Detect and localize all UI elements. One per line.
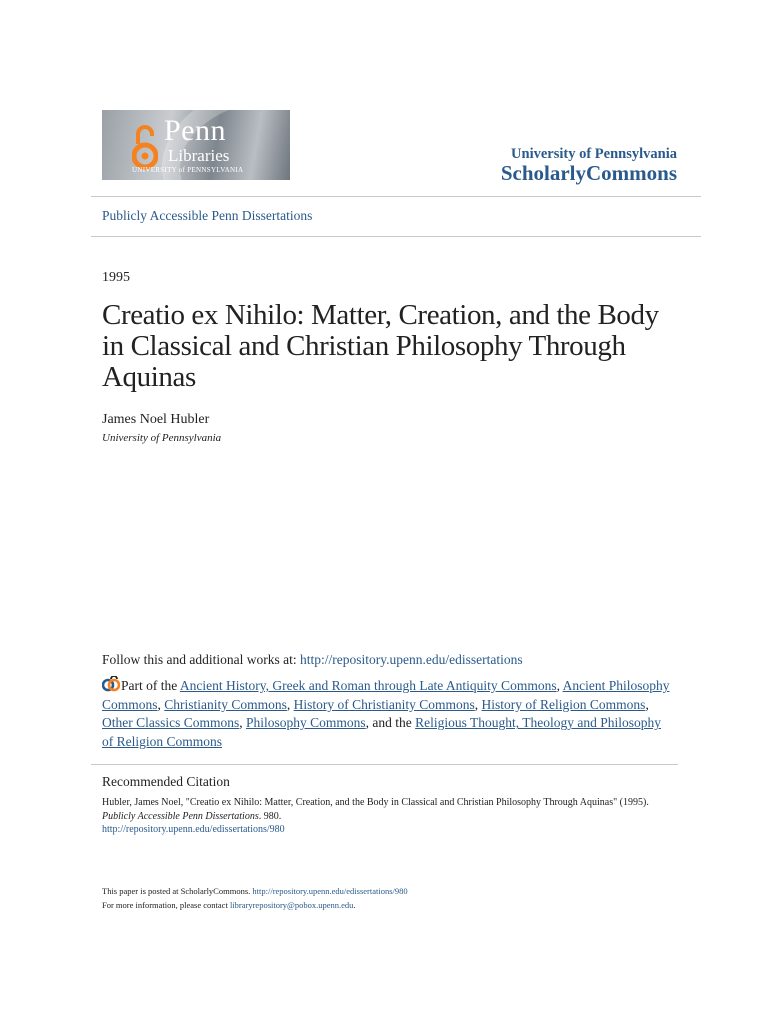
follow-line bbox=[102, 652, 523, 668]
contact-suffix: . bbox=[353, 899, 356, 910]
author-affiliation: University of Pennsylvania bbox=[102, 432, 222, 444]
separator: , bbox=[157, 696, 165, 712]
penn-libraries-logo[interactable] bbox=[102, 110, 290, 180]
and-the-text: , and the bbox=[365, 715, 416, 731]
separator: , bbox=[239, 715, 246, 731]
citation-series: Publicly Accessible Penn Dissertations bbox=[102, 810, 259, 822]
open-access-lock-icon bbox=[132, 122, 158, 172]
contact-prefix: For more information, please contact bbox=[102, 899, 230, 910]
posted-prefix: This paper is posted at ScholarlyCommons. bbox=[102, 886, 253, 896]
recommended-citation-text bbox=[102, 796, 682, 837]
citation-url-link[interactable]: http://repository.upenn.edu/edissertations/980 bbox=[102, 824, 285, 835]
separator: , bbox=[474, 696, 482, 712]
logo-libraries-text: Libraries bbox=[168, 146, 230, 165]
citation-text-part-2: . 980. bbox=[258, 810, 282, 822]
discipline-link-philosophy[interactable]: Philosophy Commons bbox=[246, 715, 366, 731]
follow-url-link[interactable]: http://repository.upenn.edu/edissertations bbox=[300, 652, 523, 667]
separator: , bbox=[645, 696, 649, 712]
discipline-link-ancient-history[interactable]: Ancient History, Greek and Roman through Late Antiquity Commons bbox=[179, 678, 557, 693]
logo-penn-text: Penn bbox=[164, 114, 226, 147]
discipline-link-religious-thought[interactable]: Religious Thought, Theology and Philosophy of Religion Commons bbox=[102, 715, 662, 750]
page-title: Creatio ex Nihilo: Matter, Creation, and the Body in Classical and Christian Philosophy Through Aquinas bbox=[102, 299, 659, 393]
collection-link[interactable]: Publicly Accessible Penn Dissertations bbox=[102, 208, 313, 223]
discipline-link-ancient-philosophy[interactable]: Ancient Philosophy Commons bbox=[102, 678, 670, 712]
contact-email-link[interactable]: libraryrepository@pobox.upenn.edu bbox=[229, 899, 354, 910]
footer-notice bbox=[102, 885, 682, 912]
discipline-link-other-classics[interactable]: Other Classics Commons bbox=[102, 715, 240, 731]
author-name: James Noel Hubler bbox=[102, 412, 210, 427]
discipline-link-history-of-christianity[interactable]: History of Christianity Commons bbox=[293, 696, 475, 712]
separator: , bbox=[556, 678, 563, 693]
discipline-link-history-of-religion[interactable]: History of Religion Commons bbox=[481, 696, 646, 712]
publication-year: 1995 bbox=[102, 270, 130, 285]
follow-prefix: Follow this and additional works at: bbox=[102, 652, 300, 667]
discipline-link-christianity[interactable]: Christianity Commons bbox=[164, 696, 287, 712]
collection-divider bbox=[91, 236, 701, 237]
open-access-icon bbox=[102, 676, 120, 692]
citation-divider bbox=[91, 764, 678, 765]
header-divider bbox=[91, 196, 701, 197]
part-of-disciplines bbox=[102, 676, 672, 752]
separator: , bbox=[286, 696, 294, 712]
citation-text-part-1: Hubler, James Noel, "Creatio ex Nihilo: Matter, Creation, and the Body in Classical and Christian Philosophy Through Aquinas" (1995). bbox=[102, 797, 649, 808]
logo-university-text: UNIVERSITY of PENNSYLVANIA bbox=[132, 166, 244, 174]
posted-url-link[interactable]: http://repository.upenn.edu/edissertations/980 bbox=[252, 886, 408, 896]
scholarly-commons-link[interactable]: ScholarlyCommons bbox=[500, 161, 677, 185]
recommended-citation-heading: Recommended Citation bbox=[102, 774, 230, 789]
part-of-prefix: Part of the bbox=[121, 678, 180, 693]
university-name-link[interactable]: University of Pennsylvania bbox=[511, 146, 677, 162]
